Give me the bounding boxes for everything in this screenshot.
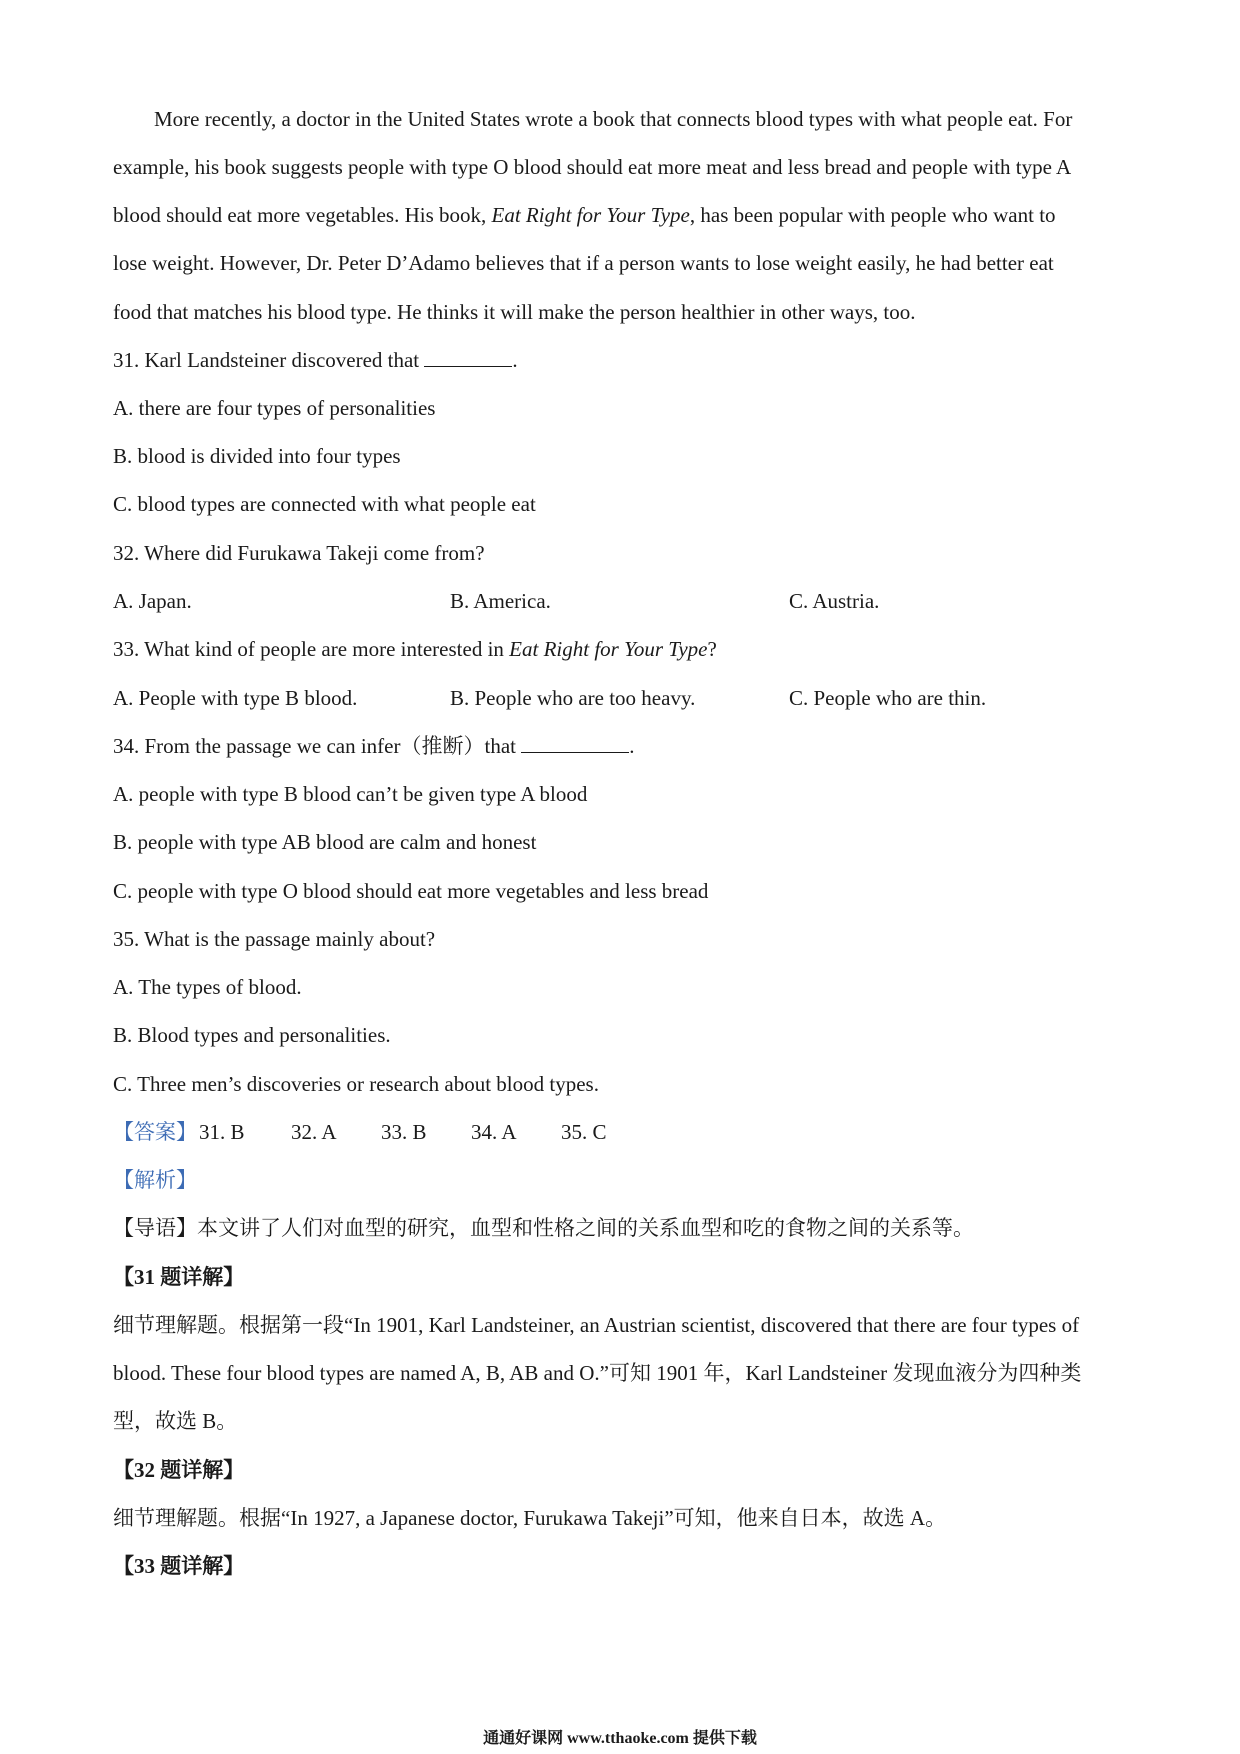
detail-31-line-1: 细节理解题。根据第一段“In 1901, Karl Landsteiner, an Austrian scientist, discovered that there are four types of	[113, 1313, 1080, 1337]
passage-line-3	[113, 200, 1056, 230]
question-31-option-b: B. blood is divided into four types	[113, 444, 401, 468]
question-35-option-a: A. The types of blood.	[113, 975, 302, 999]
footer-watermark: 通通好课网 www.tthaoke.com 提供下载	[483, 1730, 757, 1747]
answer-item: 34. A	[471, 1120, 517, 1144]
answer-line	[113, 1117, 813, 1147]
question-32-option-c: C. Austria.	[789, 589, 880, 613]
question-33-option-c: C. People who are thin.	[789, 686, 987, 710]
passage-line-4: lose weight. However, Dr. Peter D’Adamo believes that if a person wants to lose weight easily, he had better eat	[113, 251, 1054, 275]
question-33-stem	[113, 634, 717, 664]
question-text: 33. What kind of people are more interested in	[113, 637, 510, 661]
passage-line-5: food that matches his blood type. He thinks it will make the person healthier in other ways, too.	[113, 300, 916, 324]
question-34-option-c: C. people with type O blood should eat more vegetables and less bread	[113, 879, 709, 903]
analysis-intro: 【导语】本文讲了人们对血型的研究，血型和性格之间的关系血型和吃的食物之间的关系等。	[113, 1216, 974, 1240]
question-32-option-a: A. Japan.	[113, 589, 192, 613]
question-35-option-b: B. Blood types and personalities.	[113, 1023, 391, 1047]
question-35-stem: 35. What is the passage mainly about?	[113, 927, 436, 951]
punctuation: .	[629, 734, 635, 758]
punctuation: ?	[707, 637, 717, 661]
detail-31-line-3: 型，故选 B。	[113, 1409, 238, 1433]
punctuation: .	[512, 348, 518, 372]
heading-33-detail: 【33 题详解】	[113, 1554, 245, 1578]
question-34-stem	[113, 731, 634, 761]
question-33-option-a: A. People with type B blood.	[113, 686, 358, 710]
question-34-option-a: A. people with type B blood can’t be given type A blood	[113, 782, 588, 806]
question-31-stem	[113, 345, 518, 375]
heading-31-detail: 【31 题详解】	[113, 1265, 245, 1289]
detail-31-line-2: blood. These four blood types are named A, B, AB and O.”可知 1901 年，Karl Landsteiner 发现血液分为四种类	[113, 1361, 1082, 1385]
question-34-option-b: B. people with type AB blood are calm and honest	[113, 830, 537, 854]
question-31-option-a: A. there are four types of personalities	[113, 396, 436, 420]
detail-32-line-1: 细节理解题。根据“In 1927, a Japanese doctor, Furukawa Takeji”可知，他来自日本，故选 A。	[113, 1506, 947, 1530]
book-title: Eat Right for Your Type	[491, 203, 690, 227]
answer-label: 【答案】	[113, 1120, 197, 1144]
answer-item: 32. A	[291, 1120, 337, 1144]
passage-text: blood should eat more vegetables. His book,	[113, 203, 492, 227]
question-33-options	[113, 683, 1113, 713]
answer-item: 35. C	[561, 1120, 607, 1144]
question-31-option-c: C. blood types are connected with what people eat	[113, 492, 536, 516]
question-32-options	[113, 586, 1113, 616]
question-text: 31. Karl Landsteiner discovered that	[113, 348, 425, 372]
answer-blank	[424, 348, 512, 367]
answer-blank	[521, 734, 629, 753]
question-33-option-b: B. People who are too heavy.	[450, 686, 696, 710]
analysis-label: 【解析】	[113, 1168, 197, 1192]
question-35-option-c: C. Three men’s discoveries or research about blood types.	[113, 1072, 599, 1096]
question-text: 34. From the passage we can infer（推断）that	[113, 734, 522, 758]
book-title: Eat Right for Your Type	[509, 637, 708, 661]
passage-line-1: More recently, a doctor in the United States wrote a book that connects blood types with what people eat. For	[154, 107, 1073, 131]
heading-32-detail: 【32 题详解】	[113, 1458, 245, 1482]
passage-text: , has been popular with people who want to	[689, 203, 1056, 227]
answer-item: 31. B	[199, 1120, 245, 1144]
question-32-option-b: B. America.	[450, 589, 551, 613]
passage-line-2: example, his book suggests people with type O blood should eat more meat and less bread and people with type A	[113, 155, 1072, 179]
answer-item: 33. B	[381, 1120, 427, 1144]
question-32-stem: 32. Where did Furukawa Takeji come from?	[113, 541, 485, 565]
